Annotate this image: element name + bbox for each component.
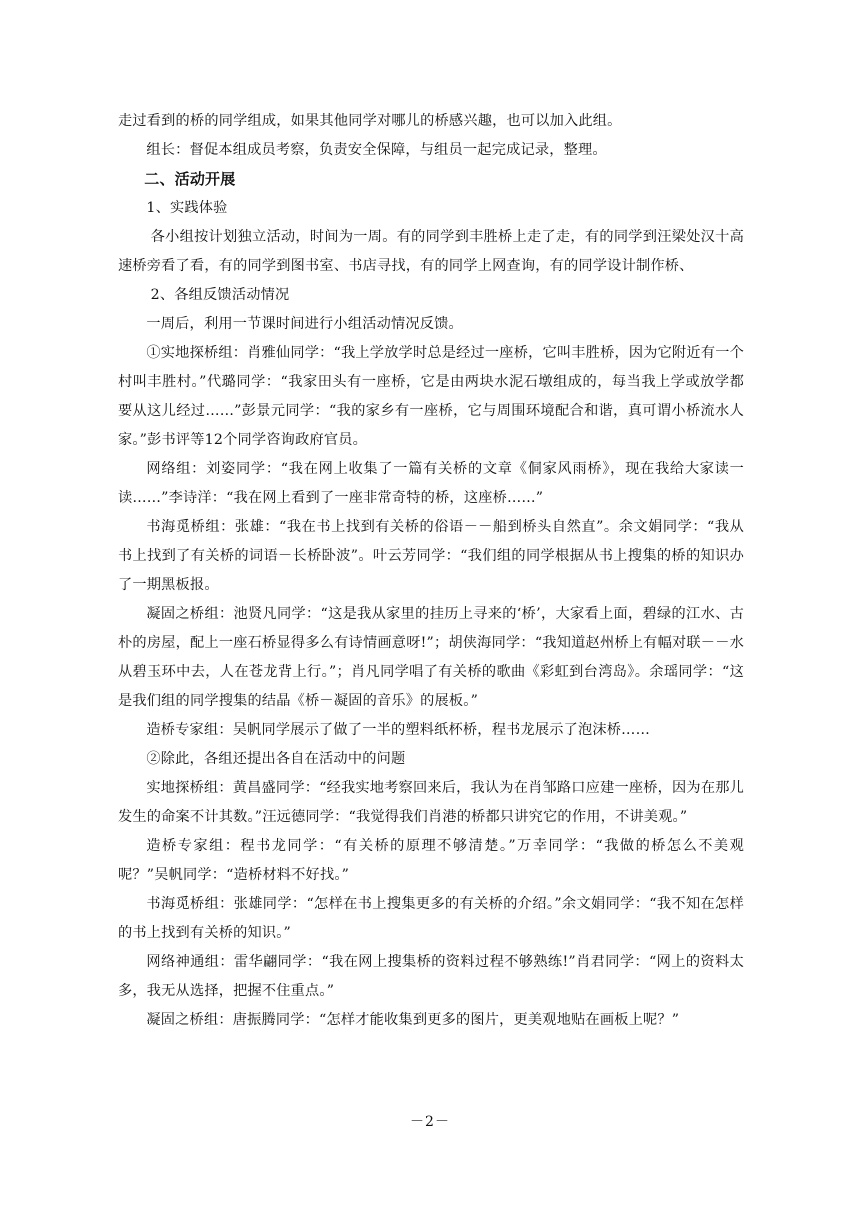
paragraph-problems-intro: ②除此，各组还提出各自在活动中的问题 xyxy=(146,751,406,767)
paragraph-feedback-intro: 一周后，利用一节课时间进行小组活动情况反馈。 xyxy=(146,316,463,332)
paragraph-practice-description: 各小组按计划独立活动，时间为一周。有的同学到丰胜桥上走了走，有的同学到汪梁处汉十高速桥旁看了看，有的同学到图书室、书店寻找，有的同学上网查询，有的同学设计制作桥、 xyxy=(118,229,744,274)
paragraph-group-leader-duty: 组长：督促本组成员考察，负责安全保障，与组员一起完成记录，整理。 xyxy=(146,142,607,158)
paragraph-field-group: ①实地探桥组：肖雅仙同学：“我上学放学时总是经过一座桥，它叫丰胜桥，因为它附近有一个村叫丰胜村。”代璐同学：“我家田头有一座桥，它是由两块水泥石墩组成的，每当我上学或放学都要从这儿经过……”彭景元同学：“我的家乡有一座桥，它与周围环境配合和谐，真可谓小桥流水人家。”彭书评等12个同学咨询政府官员。 xyxy=(118,345,744,448)
paragraph-solid-bridge-problems: 凝固之桥组：唐振腾同学：“怎样才能收集到更多的图片，更美观地贴在画板上呢？” xyxy=(146,1012,680,1028)
subheading-practice: 1、实践体验 xyxy=(146,200,228,216)
paragraph-bridge-expert-group: 造桥专家组：吴帆同学展示了做了一半的塑料纸杯桥，程书龙展示了泡沫桥…… xyxy=(146,722,650,738)
paragraph-group-composition: 走过看到的桥的同学组成，如果其他同学对哪儿的桥感兴趣，也可以加入此组。 xyxy=(118,113,622,129)
paragraph-field-group-problems: 实地探桥组：黄昌盛同学：“经我实地考察回来后，我认为在肖邹路口应建一座桥，因为在那儿发生的命案不计其数。”汪远德同学：“我觉得我们肖港的桥都只讲究它的作用，不讲美观。” xyxy=(118,780,744,825)
paragraph-book-group: 书海觅桥组：张雄：“我在书上找到有关桥的俗语－－船到桥头自然直”。余文娟同学：“我从书上找到了有关桥的词语－长桥卧波”。叶云芳同学：“我们组的同学根据从书上搜集的桥的知识办了一期黑板报。 xyxy=(118,519,744,593)
page-number: －2－ xyxy=(410,1114,450,1130)
paragraph-network-group-problems: 网络神通组：雷华翩同学：“我在网上搜集桥的资料过程不够熟练!”肖君同学：“网上的资料太多，我无从选择，把握不住重点。” xyxy=(118,954,744,999)
paragraph-solid-bridge-group: 凝固之桥组：池贤凡同学：“这是我从家里的挂历上寻来的‘桥’，大家看上面，碧绿的江水、古朴的房屋，配上一座石桥显得多么有诗情画意呀!”；胡侠海同学：“我知道赵州桥上有幅对联－－水从碧玉环中去，人在苍龙背上行。”；肖凡同学唱了有关桥的歌曲《彩虹到台湾岛》。余瑶同学：“这是我们组的同学搜集的结晶《桥－凝固的音乐》的展板。” xyxy=(118,606,744,709)
paragraph-expert-group-problems: 造桥专家组：程书龙同学：“有关桥的原理不够清楚。”万幸同学：“我做的桥怎么不美观呢？”吴帆同学：“造桥材料不好找。” xyxy=(118,838,744,883)
subheading-feedback: 2、各组反馈活动情况 xyxy=(150,287,290,303)
paragraph-book-group-problems: 书海觅桥组：张雄同学：“怎样在书上搜集更多的有关桥的介绍。”余文娟同学：“我不知在怎样的书上找到有关桥的知识。” xyxy=(118,896,744,941)
paragraph-network-group: 网络组：刘姿同学：“我在网上收集了一篇有关桥的文章《侗家风雨桥》，现在我给大家读一读……”李诗洋：“我在网上看到了一座非常奇特的桥，这座桥……” xyxy=(118,461,744,506)
page-content xyxy=(118,107,744,1035)
section-heading-activity: 二、活动开展 xyxy=(144,170,236,188)
